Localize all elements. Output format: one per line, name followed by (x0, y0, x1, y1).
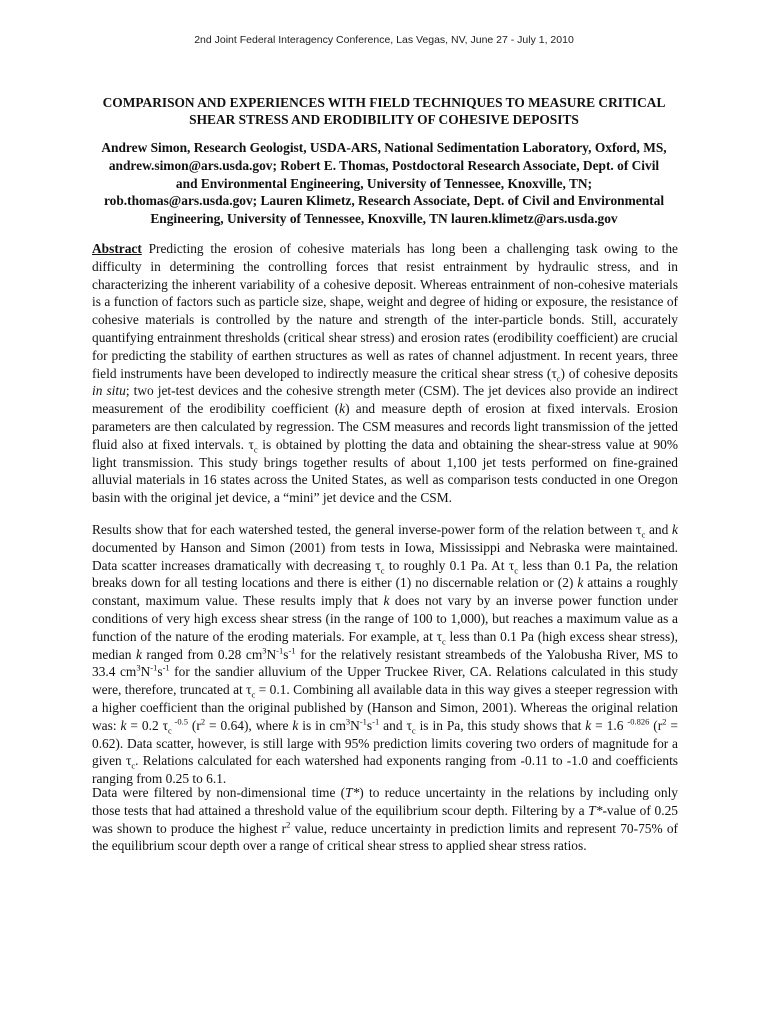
italic-run: k (135, 646, 142, 662)
text-run: s (283, 646, 289, 662)
text-run: s (366, 717, 373, 733)
text-run: ) and measure depth of erosion at fixed intervals. Erosion parameters are then calculated by regression. The CSM measures and records light transmission of the jetted fluid also at fixed intervals. τ (92, 401, 678, 452)
superscript: 3 (345, 716, 351, 727)
author-line: rob.thomas@ars.usda.gov; Lauren Klimetz, Research Associate, Dept. of Civil and Environmental (103, 193, 665, 209)
superscript: -1 (288, 645, 296, 656)
text-run: = 1.6 (591, 717, 628, 733)
text-run: = 0.1. Combining all available data in this way gives a steeper regression with a higher coefficient than the original published by (Hanson and Simon, 2001). Whereas the original relation was: (92, 682, 678, 733)
author-line: andrew.simon@ars.usda.gov; Robert E. Thomas, Postdoctoral Research Associate, Dept. of Civil (108, 157, 660, 173)
text-run: ) to reduce uncertainty in the relations by including only those tests that had attained a threshold value of the equilibrium scour depth. Filtering by a (92, 785, 678, 818)
abstract-paragraph-3 (92, 784, 678, 855)
text-run: is in cm (298, 717, 346, 733)
text-run: Results show that for each watershed tested, the general inverse-power form of the relation between τ (92, 522, 642, 537)
text-run: ; two jet-test devices and the cohesive strength meter (CSM). The jet devices also provide an indirect measurement of the erodibility coefficient ( (92, 383, 678, 417)
subscript: c (131, 761, 136, 772)
abstract-label: Abstract (92, 241, 142, 256)
text-run: (r (649, 717, 663, 733)
author-line: Andrew Simon, Research Geologist, USDA-ARS, National Sedimentation Laboratory, Oxford, MS, (101, 140, 667, 155)
text-run: does not vary by an inverse power function under conditions of very high excess shear stress (in the range of 100 to 1,000), but reaches a maximum value as a function of the nature of the eroding materials. For example, at τ (92, 593, 678, 644)
author-block (80, 139, 688, 228)
text-run: N (266, 646, 277, 662)
text-run: (r (187, 717, 201, 733)
subscript: c (556, 373, 561, 384)
subscript: c (441, 636, 446, 647)
superscript: -1 (150, 662, 158, 673)
subscript: c (253, 444, 258, 455)
italic-run: in situ (92, 383, 126, 399)
italic-run: k (383, 593, 390, 609)
italic-run: T* (345, 785, 360, 800)
subscript: c (251, 689, 256, 700)
text-run: Predicting the erosion of cohesive materials has long been a challenging task owing to the difficulty in determining the controlling forces that resist entrainment by hydraulic stress, and in characterizing the inherent variability of a cohesive deposit. Whereas entrainment of non-cohesive materials is a function of factors such as particle size, shape, weight and degree of hiding or exposure, the resistance of cohesive materials is controlled by the nature and strength of the inter-particle bonds. Still, accurately quantifying entrainment thresholds (critical shear stress) and erosion rates (erodibility coefficient) are crucial for predicting the stability of earthen structures as well as rates of channel adjustment. In recent years, three field instruments have been developed to indirectly measure the critical shear stress (τ (92, 241, 678, 381)
superscript: -0.5 (171, 716, 188, 727)
subscript: c (167, 725, 172, 736)
superscript: 2 (286, 819, 291, 830)
paper-title (90, 94, 678, 128)
author-line: and Environmental Engineering, University of Tennessee, Knoxville, TN; (175, 175, 593, 191)
text-run: documented by Hanson and Simon (2001) from tests in Iowa, Mississippi and Nebraska were maintained. Data scatter increases dramatically with decreasing τ (92, 539, 678, 573)
author-line: Engineering, University of Tennessee, Knoxville, TN lauren.klimetz@ars.usda.gov (150, 211, 618, 227)
text-run: ranged from 0.28 cm (141, 646, 263, 662)
superscript: -0.826 (627, 716, 650, 727)
superscript: -1 (372, 716, 380, 727)
superscript: -1 (359, 716, 367, 727)
text-run: N (350, 717, 360, 733)
title-line: COMPARISON AND EXPERIENCES WITH FIELD TECHNIQUES TO MEASURE CRITICAL (102, 95, 666, 110)
superscript: 3 (262, 645, 267, 656)
superscript: -1 (276, 645, 284, 656)
text-run: s (157, 664, 163, 680)
text-run: = 0.62). Data scatter, however, is still large with 95% prediction limits covering two orders of magnitude for a given τ (92, 717, 678, 769)
text-run: is obtained by plotting the data and obtaining the shear-stress value at 90% light transmission. This study brings together results of about 1,100 jet tests performed on fine-grained alluvial materials in 16 states across the United States, as well as comparison tests conducted in one Oregon basin with the original jet device, a “mini” jet device and the CSM. (92, 436, 678, 506)
italic-run: k (292, 717, 299, 733)
text-run: Data were filtered by non-dimensional time ( (92, 785, 346, 800)
superscript: -1 (162, 662, 170, 673)
italic-run: k (585, 717, 592, 733)
abstract-paragraph-2 (92, 521, 678, 788)
italic-run: k (672, 522, 678, 537)
superscript: 2 (200, 716, 206, 727)
subscript: c (411, 725, 416, 736)
subscript: c (514, 565, 519, 576)
subscript: c (641, 529, 646, 540)
text-run: less than 0.1 Pa (high excess shear stress), median (92, 628, 678, 662)
italic-run: k (577, 575, 584, 591)
text-run: N (140, 664, 151, 680)
italic-run: k (339, 401, 346, 417)
text-run: for the relatively resistant streambeds of the Yalobusha River, MS to 33.4 cm (92, 646, 678, 680)
text-run: ) of cohesive deposits (560, 365, 678, 381)
text-run: for the sandier alluvium of the Upper Truckee River, CA. Relations calculated in this study were, therefore, truncated at τ (92, 664, 679, 698)
text-run: -value of 0.25 was shown to produce the highest r (92, 802, 678, 836)
text-run: = 0.64), where (205, 717, 293, 733)
abstract-paragraph-1 (92, 240, 678, 507)
text-run: is in Pa, this study shows that (415, 717, 586, 733)
italic-run: T* (588, 802, 603, 818)
text-run: and τ (379, 717, 412, 733)
text-run: attains a roughly constant, maximum value. These results imply that (92, 575, 678, 609)
text-run: . Relations calculated for each watershed had exponents ranging from -0.11 to -1.0 and coefficients ranging from 0.25 to 6.1. (92, 753, 678, 787)
text-run: and (645, 522, 673, 537)
text-run: to roughly 0.1 Pa. At τ (384, 557, 515, 573)
italic-run: k (120, 717, 127, 733)
text-run: = 0.2 τ (126, 717, 168, 733)
subscript: c (380, 565, 385, 576)
title-line: SHEAR STRESS AND ERODIBILITY OF COHESIVE DEPOSITS (189, 112, 579, 127)
text-run: less than 0.1 Pa, the relation breaks down for all testing locations and there is either (1) no discernable relation or (2) (92, 557, 678, 591)
superscript: 2 (662, 716, 667, 727)
superscript: 3 (136, 662, 141, 673)
text-run: value, reduce uncertainty in prediction limits and represent 70-75% of the equilibrium scour depth over a range of critical shear stress to applied shear stress ratios. (92, 820, 679, 854)
conference-header: 2nd Joint Federal Interagency Conference, Las Vegas, NV, June 27 - July 1, 2010 (194, 34, 574, 46)
